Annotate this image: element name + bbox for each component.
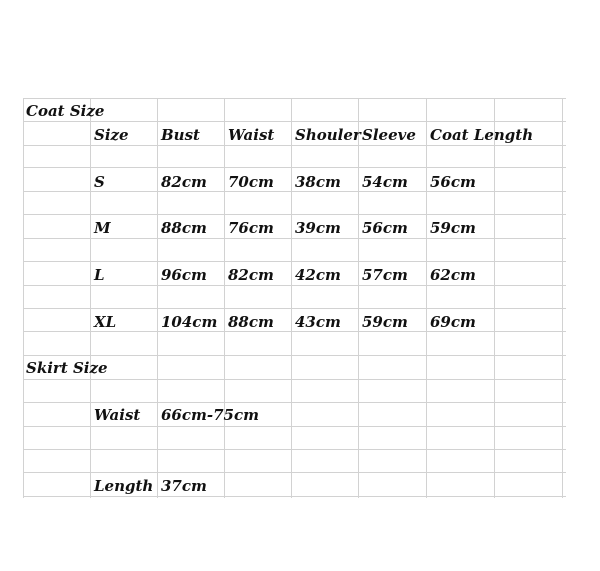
skirt-length-value: 37cm [161, 477, 207, 495]
row-xl-bust: 104cm [161, 313, 218, 331]
row-l-shoulder: 42cm [295, 266, 341, 284]
row-xl-sleeve: 59cm [362, 313, 408, 331]
grid-row-line [23, 449, 566, 450]
row-l-coat-length: 62cm [430, 266, 476, 284]
grid-column-line [358, 98, 359, 498]
grid-column-line [291, 98, 292, 498]
header-size: Size [94, 126, 129, 144]
row-s-size: S [94, 173, 105, 191]
grid-column-line [494, 98, 495, 498]
row-xl-size: XL [94, 313, 117, 331]
grid-column-line [224, 98, 225, 498]
row-xl-coat-length: 69cm [430, 313, 476, 331]
skirt-waist-value: 66cm-75cm [161, 406, 259, 424]
grid-row-line [23, 308, 566, 309]
header-shoulder: Shouler [295, 126, 361, 144]
grid-column-line [90, 98, 91, 498]
grid-row-line [23, 238, 566, 239]
grid-row-line [23, 98, 566, 99]
row-s-sleeve: 54cm [362, 173, 408, 191]
grid-row-line [23, 214, 566, 215]
coat-size-title: Coat Size [26, 102, 105, 120]
row-m-size: M [94, 219, 111, 237]
row-s-coat-length: 56cm [430, 173, 476, 191]
row-s-waist: 70cm [228, 173, 274, 191]
grid-column-line [426, 98, 427, 498]
grid-row-line [23, 121, 566, 122]
grid-column-line [157, 98, 158, 498]
row-s-shoulder: 38cm [295, 173, 341, 191]
grid-row-line [23, 426, 566, 427]
row-m-sleeve: 56cm [362, 219, 408, 237]
grid-row-line [23, 285, 566, 286]
row-s-bust: 82cm [161, 173, 207, 191]
skirt-size-title: Skirt Size [26, 359, 108, 377]
row-l-waist: 82cm [228, 266, 274, 284]
header-bust: Bust [161, 126, 200, 144]
grid-row-line [23, 402, 566, 403]
row-m-coat-length: 59cm [430, 219, 476, 237]
grid-row-line [23, 496, 566, 497]
grid-row-line [23, 472, 566, 473]
row-l-sleeve: 57cm [362, 266, 408, 284]
grid-row-line [23, 167, 566, 168]
row-m-waist: 76cm [228, 219, 274, 237]
header-coat-length: Coat Length [430, 126, 534, 144]
grid-column-line [23, 98, 24, 498]
row-m-bust: 88cm [161, 219, 207, 237]
skirt-waist-label: Waist [94, 406, 141, 424]
row-l-size: L [94, 266, 105, 284]
header-waist: Waist [228, 126, 275, 144]
grid-row-line [23, 261, 566, 262]
row-xl-shoulder: 43cm [295, 313, 341, 331]
row-m-shoulder: 39cm [295, 219, 341, 237]
grid-column-line [562, 98, 563, 498]
row-xl-waist: 88cm [228, 313, 274, 331]
skirt-length-label: Length [94, 477, 154, 495]
grid-row-line [23, 145, 566, 146]
grid-row-line [23, 379, 566, 380]
grid-row-line [23, 355, 566, 356]
header-sleeve: Sleeve [362, 126, 416, 144]
row-l-bust: 96cm [161, 266, 207, 284]
